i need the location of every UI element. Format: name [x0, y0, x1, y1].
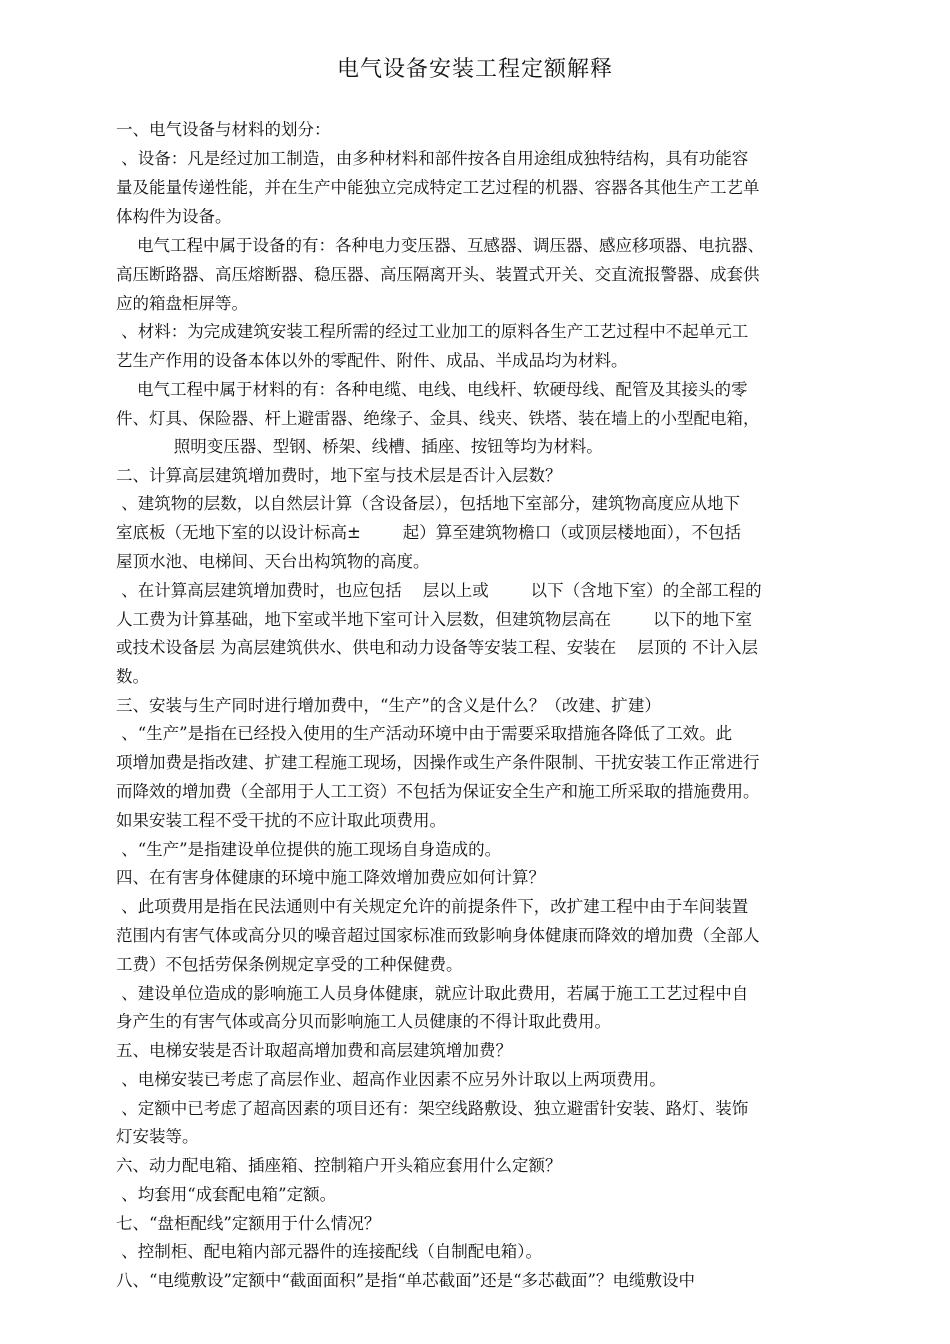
text-line: 灯安装等。 — [116, 1127, 199, 1146]
text-line: 、电梯安装已考虑了高层作业、超高作业因素不应另外计取以上两项费用。 — [116, 1070, 666, 1089]
text-line: 身产生的有害气体或高分贝而影响施工人员健康的不得计取此费用。 — [116, 1012, 611, 1031]
text-line: 、建设单位造成的影响施工人员身体健康，就应计取此费用，若属于施工工艺过程中自 — [116, 984, 749, 1003]
text-line: 八、“电缆敷设”定额中“截面面积”是指“单芯截面”还是“多芯截面”？电缆敷设中 — [116, 1271, 695, 1290]
text-line: 范围内有害气体或高分贝的噪音超过国家标准而致影响身体健康而降效的增加费（全部人 — [116, 926, 760, 945]
text-line: 、建筑物的层数，以自然层计算（含设备层），包括地下室部分，建筑物高度应从地下 — [116, 494, 740, 513]
text-line: 如果安装工程不受干扰的不应计取此项费用。 — [116, 811, 446, 830]
text-line: 七、“盘柜配线”定额用于什么情况？ — [116, 1214, 381, 1233]
text-line: 、材料：为完成建筑安装工程所需的经过工业加工的原料各生产工艺过程中不起单元工 — [116, 322, 749, 341]
text-line: 、“生产”是指建设单位提供的施工现场自身造成的。 — [116, 840, 502, 859]
text-line: 、控制柜、配电箱内部元器件的连接配线（自制配电箱）。 — [116, 1242, 542, 1261]
text-line: 数。 — [116, 667, 149, 686]
text-line: 件、灯具、保险器、杆上避雷器、绝缘子、金具、线夹、铁塔、装在墙上的小型配电箱， — [116, 409, 760, 428]
text-line: 而降效的增加费（全部用于人工工资）不包括为保证安全生产和施工所采取的措施费用。 — [116, 782, 760, 801]
text-line: 艺生产作用的设备本体以外的零配件、附件、成品、半成品均为材料。 — [116, 351, 628, 370]
text-line: 、在计算高层建筑增加费时，也应包括 层以上或 以下（含地下室）的全部工程的 — [116, 581, 762, 600]
text-line: 照明变压器、型钢、桥架、线槽、插座、按钮等均为材料。 — [116, 437, 603, 456]
text-line: 三、安装与生产同时进行增加费中，“生产”的含义是什么？（改建、扩建） — [116, 696, 661, 715]
text-line: 量及能量传递性能，并在生产中能独立完成特定工艺过程的机器、容器各其他生产工艺单 — [116, 178, 760, 197]
text-line: 一、电气设备与材料的划分： — [116, 120, 331, 139]
text-line: 、定额中已考虑了超高因素的项目还有：架空线路敷设、独立避雷针安装、路灯、装饰 — [116, 1099, 749, 1118]
text-line: 体构件为设备。 — [116, 207, 232, 226]
text-line: 人工费为计算基础，地下室或半地下室可计入层数，但建筑物层高在 以下的地下室 — [116, 610, 752, 629]
text-line: 应的箱盘柜屏等。 — [116, 294, 248, 313]
text-line: 二、计算高层建筑增加费时，地下室与技术层是否计入层数？ — [116, 466, 562, 485]
text-line: 、“生产”是指在已经投入使用的生产活动环境中由于需要采取措施各降低了工效。此 — [116, 724, 733, 743]
text-line: 、设备：凡是经过加工制造，由多种材料和部件按各自用途组成独特结构，具有功能容 — [116, 149, 749, 168]
text-line: 电气工程中属于设备的有：各种电力变压器、互感器、调压器、感应移项器、电抗器、 — [116, 236, 764, 255]
text-line: 工费）不包括劳保条例规定享受的工种保健费。 — [116, 955, 463, 974]
text-line: 室底板（无地下室的以设计标高± 起）算至建筑物檐口（或顶层楼地面），不包括 — [116, 523, 742, 542]
page-title: 电气设备安装工程定额解释 — [336, 57, 613, 82]
text-line: 电气工程中属于材料的有：各种电缆、电线、电线杆、软硬母线、配管及其接头的零 — [116, 380, 748, 399]
text-line: 项增加费是指改建、扩建工程施工现场，因操作或生产条件限制、干扰安装工作正常进行 — [116, 753, 760, 772]
text-line: 、此项费用是指在民法通则中有关规定允许的前提条件下，改扩建工程中由于车间装置 — [116, 897, 749, 916]
text-line: 五、电梯安装是否计取超高增加费和高层建筑增加费？ — [116, 1041, 512, 1060]
text-line: 或技术设备层 为高层建筑供水、供电和动力设备等安装工程、安装在 层顶的 不计入层 — [116, 638, 758, 657]
text-line: 、均套用“成套配电箱”定额。 — [116, 1185, 337, 1204]
text-line: 四、在有害身体健康的环境中施工降效增加费应如何计算？ — [116, 868, 545, 887]
text-line: 高压断路器、高压熔断器、稳压器、高压隔离开头、装置式开关、交直流报警器、成套供 — [116, 265, 760, 284]
text-line: 六、动力配电箱、插座箱、控制箱户开头箱应套用什么定额？ — [116, 1156, 562, 1175]
text-line: 屋顶水池、电梯间、天台出构筑物的高度。 — [116, 552, 430, 571]
